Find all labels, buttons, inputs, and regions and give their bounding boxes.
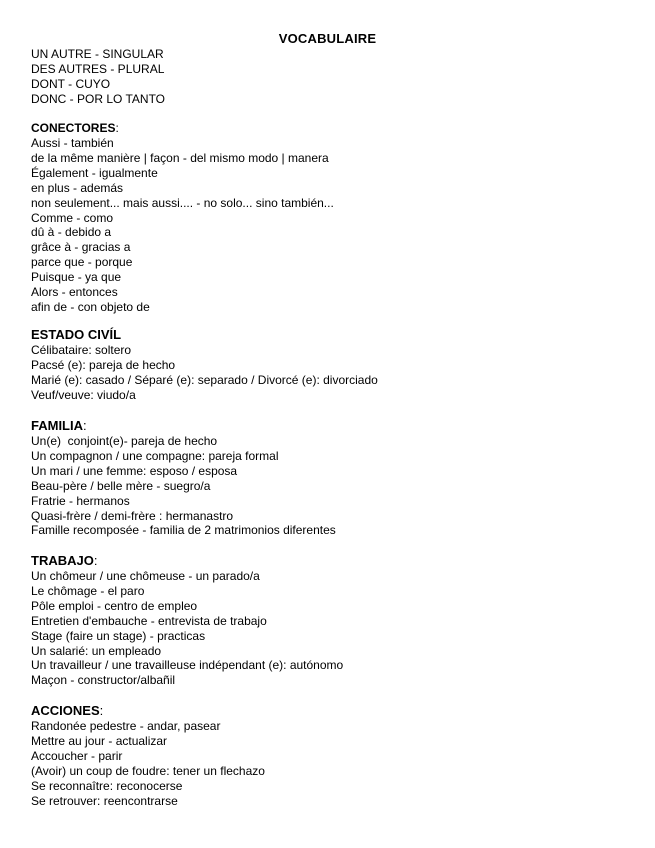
heading-text: ACCIONES (31, 703, 100, 718)
heading-colon: : (115, 121, 119, 135)
heading-text: FAMILIA (31, 418, 83, 433)
vocab-item: Se reconnaître: reconocerse (31, 778, 183, 793)
heading-text: TRABAJO (31, 553, 94, 568)
vocab-item: Veuf/veuve: viudo/a (31, 387, 136, 402)
heading-colon: : (93, 553, 98, 568)
section-heading-acciones (31, 703, 265, 719)
section-heading-trabajo (31, 553, 343, 569)
vocab-item: Comme - como (31, 210, 114, 225)
vocab-item: Un mari / une femme: esposo / esposa (31, 463, 238, 478)
vocab-item: Pacsé (e): pareja de hecho (31, 357, 176, 372)
heading-colon: : (83, 418, 87, 433)
vocab-item: Aussi - también (31, 136, 114, 150)
vocab-item: non seulement... mais aussi.... - no solo... sino también... (31, 195, 334, 210)
vocab-item: Un compagnon / une compagne: pareja formal (31, 448, 279, 463)
vocab-item: (Avoir) un coup de foudre: tener un flechazo (31, 763, 265, 778)
vocab-item: Quasi-frère / demi-frère : hermanastro (31, 508, 234, 523)
vocab-item: en plus - además (31, 180, 124, 195)
vocab-item: dû à - debido a (31, 225, 112, 240)
vocab-item: Marié (e): casado / Séparé (e): separado / Divorcé (e): divorciado (31, 372, 378, 387)
intro-line: DES AUTRES - PLURAL (31, 61, 165, 76)
vocab-item: Randonée pedestre - andar, pasear (31, 719, 221, 733)
vocab-item: Un chômeur / une chômeuse - un parado/a (31, 569, 260, 583)
section-trabajo (31, 553, 343, 688)
vocab-item: Entretien d'embauche - entrevista de trabajo (31, 613, 267, 628)
vocab-item: Puisque - ya que (31, 270, 122, 285)
vocab-item: Famille recomposée - familia de 2 matrimonios diferentes (31, 523, 336, 538)
heading-colon: : (99, 703, 104, 718)
vocab-item: Accoucher - parir (31, 748, 123, 763)
vocab-item: parce que - porque (31, 255, 133, 270)
intro-line: DONC - POR LO TANTO (31, 91, 166, 106)
vocab-item: Pôle emploi - centro de empleo (31, 598, 198, 613)
vocab-item: de la même manière | façon - del mismo modo | manera (31, 150, 329, 165)
vocab-item: afin de - con objeto de (31, 299, 150, 314)
vocab-item: Beau-père / belle mère - suegro/a (31, 478, 211, 493)
vocab-item: Un salarié: un empleado (31, 643, 162, 658)
intro-line: UN AUTRE - SINGULAR (31, 47, 164, 61)
section-familia (31, 418, 336, 538)
section-heading-familia (31, 418, 336, 434)
heading-text: CONECTORES (31, 121, 116, 135)
section-heading-estado-civil: ESTADO CIVÍL (31, 327, 122, 342)
vocab-item: Un(e) conjoint(e)- pareja de hecho (31, 434, 218, 448)
vocab-item: Célibataire: soltero (31, 343, 132, 357)
intro-line: DONT - CUYO (31, 76, 111, 91)
section-heading-conectores (31, 121, 334, 136)
document-title: VOCABULAIRE (278, 31, 377, 46)
section-acciones (31, 703, 265, 808)
intro-list (31, 47, 165, 107)
vocab-item: Maçon - constructor/albañil (31, 673, 176, 688)
vocab-item: Un travailleur / une travailleuse indépendant (e): autónomo (31, 658, 344, 673)
vocab-item: Fratrie - hermanos (31, 493, 130, 508)
vocab-item: Alors - entonces (31, 285, 118, 300)
section-conectores (31, 121, 334, 315)
vocab-item: Stage (faire un stage) - practicas (31, 628, 206, 643)
vocab-item: Se retrouver: reencontrarse (31, 793, 178, 808)
section-estado-civil (31, 327, 378, 403)
vocab-item: grâce à - gracias a (31, 240, 131, 255)
vocab-item: Le chômage - el paro (31, 583, 145, 598)
vocab-item: Également - igualmente (31, 165, 158, 180)
vocab-item: Mettre au jour - actualizar (31, 733, 168, 748)
